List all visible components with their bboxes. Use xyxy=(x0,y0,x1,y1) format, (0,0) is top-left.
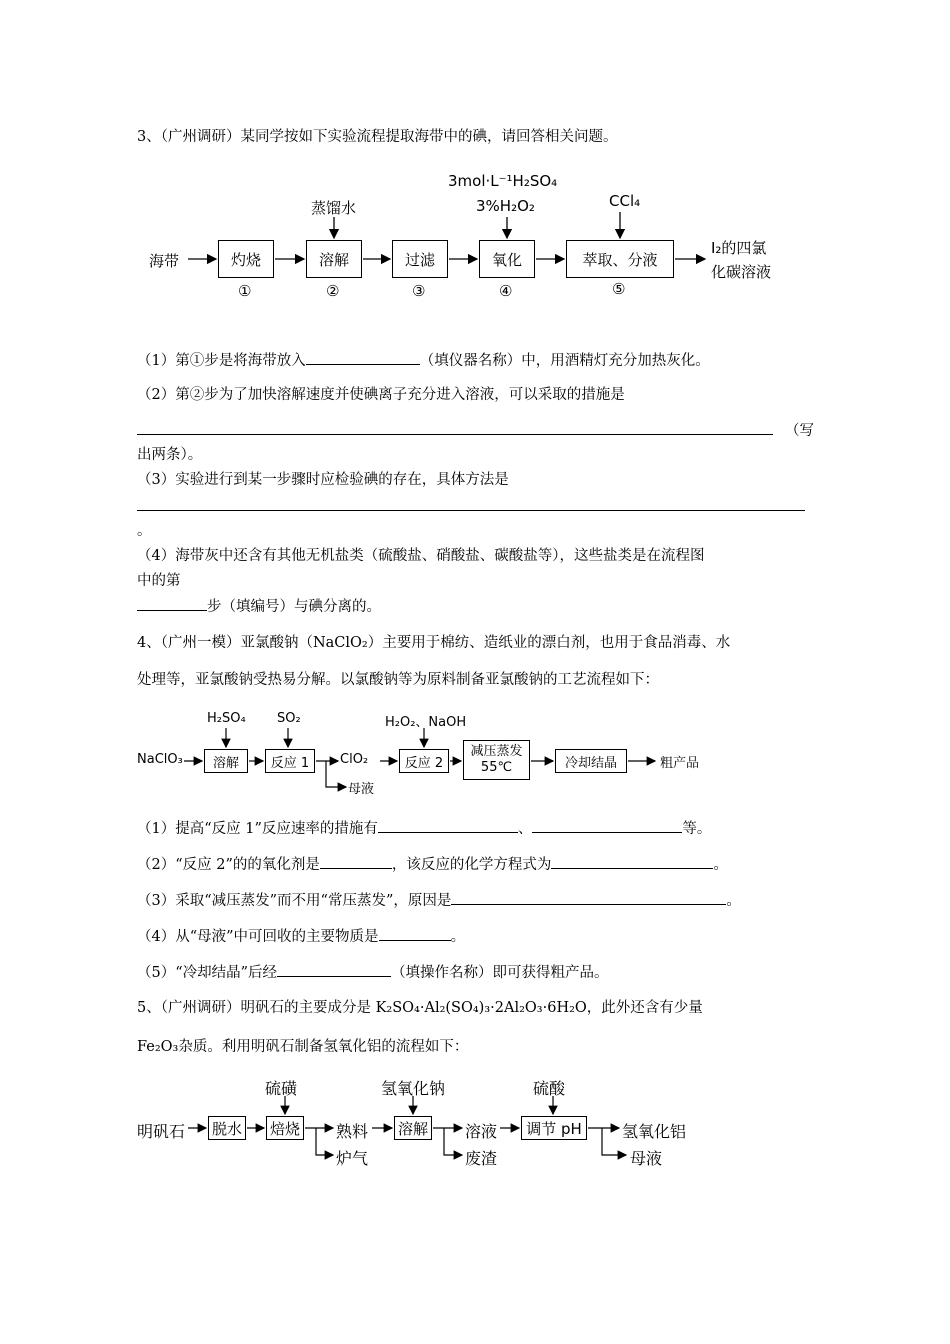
q5-box-dissolve: 溶解 xyxy=(394,1116,432,1140)
q3-start-label: 海带 xyxy=(149,252,180,270)
q4-question-1-text-a: （1）提高“反应 1”反应速率的措施有 xyxy=(137,821,378,837)
q4-box-reaction1: 反应 1 xyxy=(265,749,315,773)
q4-question-2-text-c: 。 xyxy=(713,857,728,873)
q3-title: 3、（广州调研）某同学按如下实验流程提取海带中的碘，请回答相关问题。 xyxy=(137,129,618,145)
q3-reagent-h2o2: 3%H₂O₂ xyxy=(476,197,535,215)
q4-box-reaction2: 反应 2 xyxy=(399,749,449,773)
q4-product-label: 粗产品 xyxy=(660,756,700,771)
q3-question-4: （4）海带灰中还含有其他无机盐类（硫酸盐、硝酸盐、碳酸盐等），这些盐类是在流程图 xyxy=(137,548,705,564)
q3-step-oxidize: 氧化 xyxy=(479,240,535,278)
q3-step-number-1: ① xyxy=(238,282,252,300)
q5-furnace-gas-label: 炉气 xyxy=(336,1149,369,1168)
q4-reagent-h2o2-naoh: H₂O₂、NaOH xyxy=(385,715,467,730)
q3-question-4-text-c: 步（填编号）与碘分离的。 xyxy=(207,599,381,615)
q3-step-number-4: ④ xyxy=(499,282,513,300)
q4-question-3-text-b: 。 xyxy=(726,893,741,909)
q3-question-2-tail: 出两条）。 xyxy=(137,447,203,463)
q4-box-dissolve: 溶解 xyxy=(204,749,248,773)
q5-clinker-label: 熟料 xyxy=(336,1122,369,1141)
q5-box-roast: 焙烧 xyxy=(266,1116,304,1140)
q3-question-1-text-b: （填仪器名称）中，用酒精灯充分加热灰化。 xyxy=(419,353,710,369)
q3-question-4-cont: 中的第 xyxy=(137,573,181,589)
q4-title-line1: 4、（广州一模）亚氯酸钠（NaClO₂）主要用于棉纺、造纸业的漂白剂，也用于食品消毒、水 xyxy=(137,635,731,651)
q5-start-label: 明矾石 xyxy=(137,1122,186,1141)
q5-box-adjust-ph: 调节 pH xyxy=(521,1116,587,1140)
q4-question-4-text-a: （4）从“母液”中可回收的主要物质是 xyxy=(137,929,379,945)
q4-box-evaporate-line2: 55℃ xyxy=(480,760,513,775)
q3-question-3-tail: 。 xyxy=(137,523,152,539)
q5-solution-label: 溶液 xyxy=(465,1122,498,1141)
q3-step-burn: 灼烧 xyxy=(218,240,274,278)
q3-question-3: （3）实验进行到某一步骤时应检验碘的存在，具体方法是 xyxy=(137,472,509,488)
q3-product-line2: 化碳溶液 xyxy=(711,263,772,281)
q4-question-4-text-b: 。 xyxy=(450,929,466,945)
q3-reagent-ccl4: CCl₄ xyxy=(609,192,641,210)
q5-reagent-naoh: 氢氧化钠 xyxy=(381,1079,446,1098)
q4-box-crystallize: 冷却结晶 xyxy=(555,749,627,773)
q4-box-evaporate-line1: 减压蒸发 xyxy=(470,744,523,759)
q4-question-1-text-c: 等。 xyxy=(682,821,712,837)
q5-mother-liquor-label: 母液 xyxy=(630,1149,663,1168)
q4-question-2-text-a: （2）“反应 2”的的氧化剂是 xyxy=(137,857,320,873)
q4-title-line2: 处理等，亚氯酸钠受热易分解。以氯酸钠等为原料制备亚氯酸钠的工艺流程如下： xyxy=(137,672,659,688)
q5-reagent-acid: 硫酸 xyxy=(533,1079,566,1098)
q4-question-5-text-a: （5）“冷却结晶”后经 xyxy=(137,965,278,981)
q4-clo2-label: ClO₂ xyxy=(340,752,369,767)
q3-step-extract: 萃取、分液 xyxy=(566,240,674,278)
q3-step-number-2: ② xyxy=(326,282,340,300)
q4-question-1-text-b: 、 xyxy=(517,821,533,837)
q5-title-line2: Fe₂O₃杂质。利用明矾石制备氢氧化铝的流程如下： xyxy=(137,1039,469,1055)
q3-step-filter: 过滤 xyxy=(392,240,448,278)
q3-step-dissolve: 溶解 xyxy=(306,240,362,278)
q4-question-3-text-a: （3）采取“减压蒸发”而不用“常压蒸发”，原因是 xyxy=(137,893,452,909)
q5-box-dehydrate: 脱水 xyxy=(208,1116,246,1140)
q4-start-label: NaClO₃ xyxy=(137,752,183,767)
q4-reagent-so2: SO₂ xyxy=(277,711,301,726)
q5-reagent-sulfur: 硫磺 xyxy=(265,1079,298,1098)
q3-product-line1: I₂的四氯 xyxy=(711,239,767,257)
q3-reagent-acid: 3mol·L⁻¹H₂SO₄ xyxy=(448,172,558,190)
q4-reagent-h2so4: H₂SO₄ xyxy=(207,711,246,726)
q3-question-2: （2）第②步为了加快溶解速度并使碘离子充分进入溶液，可以采取的措施是 xyxy=(137,387,625,403)
q4-question-2-text-b: ，该反应的化学方程式为 xyxy=(391,857,552,873)
q5-residue-label: 废渣 xyxy=(465,1149,498,1168)
q3-reagent-water: 蒸馏水 xyxy=(311,199,357,217)
q4-mother-liquor-label: 母液 xyxy=(348,782,375,797)
q3-question-1-text-a: （1）第①步是将海带放入 xyxy=(137,353,306,369)
q4-question-5-text-b: （填操作名称）即可获得粗产品。 xyxy=(391,965,609,981)
q5-title-line1: 5、（广州调研）明矾石的主要成分是 K₂SO₄·Al₂(SO₄)₃·2Al₂O₃·6H₂O，此外还含有少量 xyxy=(137,1000,703,1016)
q3-step-number-3: ③ xyxy=(412,282,426,300)
q3-step-number-5: ⑤ xyxy=(612,280,626,298)
q3-question-2-text-b: （写 xyxy=(785,423,814,439)
q5-product-label: 氢氧化铝 xyxy=(622,1122,687,1141)
